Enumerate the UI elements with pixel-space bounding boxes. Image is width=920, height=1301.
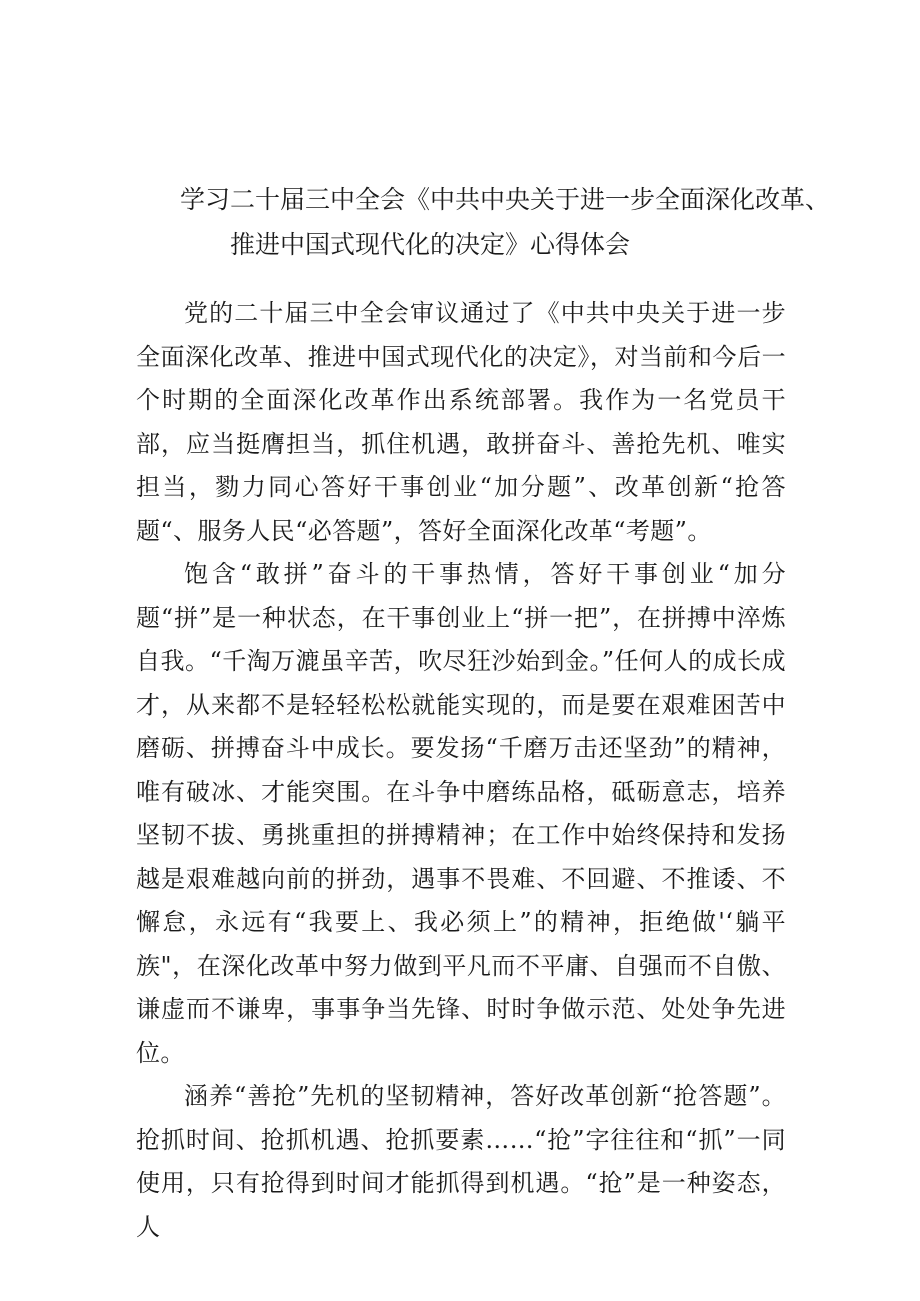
paragraph-1: 党的二十届三中全会审议通过了《中共中央关于进一步全面深化改革、推进中国式现代化的决定》，对当前和今后一个时期的全面深化改革作出系统部署。我作为一名党员干部，应当挺膺担当，抓住机遇，敢拼奋斗、善抢先机、唯实担当，勠力同心答好干事创业“加分题”、改革创新“抢答题“、服务人民“必答题”，答好全面深化改革“考题”。	[136, 299, 786, 545]
document-body	[136, 292, 786, 1249]
paragraph-2: 饱含“敢拼”奋斗的干事热情，答好干事创业“加分题“拼”是一种状态，在干事创业上“拼一把”，在拼搏中淬炼自我。“千淘万漉虽辛苦，吹尽狂沙始到金。”任何人的成长成才，从来都不是轻轻松松就能实现的，而是要在艰难困苦中磨砺、拼搏奋斗中成长。要发扬“千磨万击还坚劲”的精神，唯有破冰、才能突围。在斗争中磨练品格，砥砺意志，培养坚韧不拔、勇挑重担的拼搏精神；在工作中始终保持和发扬越是艰难越向前的拼劲，遇事不畏难、不回避、不推诿、不懈怠，永远有“我要上、我必须上”的精神，拒绝做'‘躺平族"，在深化改革中努力做到平凡而不平庸、自强而不自傲、谦虚而不谦卑，事事争当先锋、时时争做示范、处处争先进位。	[136, 560, 786, 1067]
document-title	[0, 177, 920, 267]
title-line-2: 推进中国式现代化的决定》心得体会	[230, 229, 631, 259]
title-line-1: 学习二十届三中全会《中共中央关于进一步全面深化改革、	[180, 184, 831, 214]
paragraph-3: 涵养“善抢”先机的坚韧精神，答好改革创新“抢答题”。抢抓时间、抢抓机遇、抢抓要素……“抢”字往往和“抓”一同使用，只有抢得到时间才能抓得到机遇。“抢”是一种姿态，人	[136, 1082, 786, 1241]
